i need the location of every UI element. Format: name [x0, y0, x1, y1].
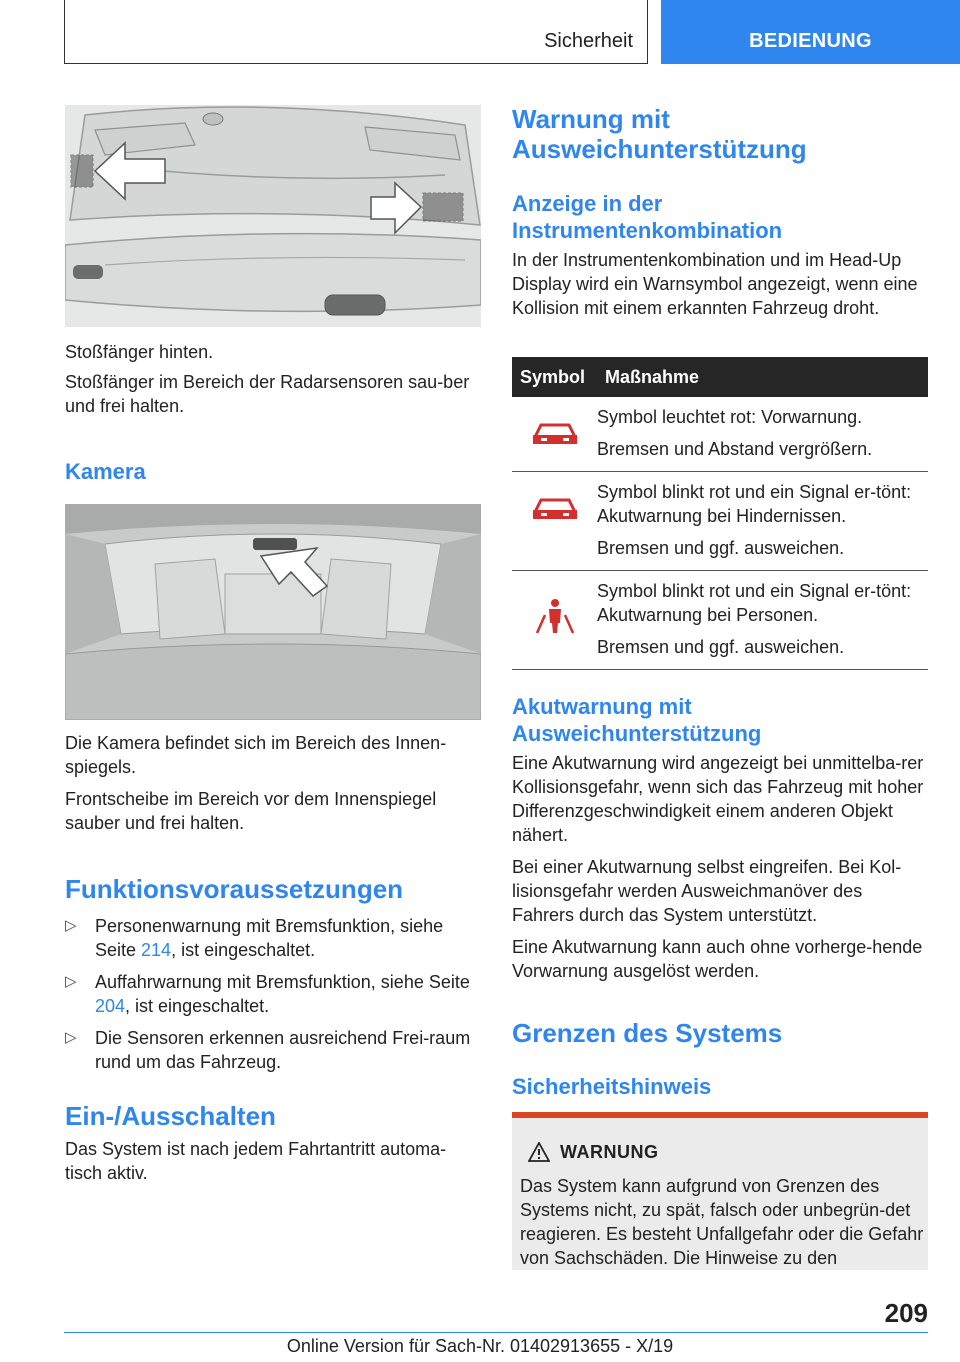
header-tab[interactable] [661, 0, 960, 64]
bumper-caption-detail: Stoßfänger im Bereich der Radarsensoren sau-ber und frei halten. [65, 372, 470, 416]
list-item: ▷ Personenwarnung mit Bremsfunktion, siehe Seite 214, ist eingeschaltet. [65, 916, 444, 960]
camera-interior-illustration [65, 504, 481, 720]
kamera-text-2: Frontscheibe im Bereich vor dem Innenspiegel sauber und frei halten. [65, 789, 437, 833]
list-item: ▷ Auffahrwarnung mit Bremsfunktion, siehe Seite 204, ist eingeschaltet. [65, 972, 470, 1016]
rear-bumper-illustration [65, 105, 481, 327]
ein-aus-text: Das System ist nach jedem Fahrtantritt automa-tisch aktiv. [65, 1139, 447, 1183]
bumper-caption: Stoßfänger hinten. [65, 342, 214, 362]
anzeige-text: In der Instrumentenkombination und im Head-Up Display wird ein Warnsymbol angezeigt, wenn eine Kollision mit einem erkannten Fahrzeug droht. [512, 250, 918, 318]
header-section-box [64, 0, 648, 64]
requirements-list [65, 914, 481, 1082]
akut-text-1: Eine Akutwarnung wird angezeigt bei unmittelba-rer Kollisionsgefahr, wenn sich das Fahrzeug mit hoher Differenzgeschwindigkeit einem anderen Objekt nähert. [512, 753, 924, 845]
akut-heading: Akutwarnung mit Ausweichunterstützung [512, 694, 762, 746]
triangle-bullet-icon: ▷ [65, 1029, 77, 1046]
anzeige-heading: Anzeige in der Instrumentenkombination [512, 191, 783, 243]
list-item: ▷ Die Sensoren erkennen ausreichend Frei-raum rund um das Fahrzeug. [65, 1028, 471, 1072]
grenzen-heading: Grenzen des Systems [512, 1018, 783, 1048]
kamera-heading: Kamera [65, 459, 146, 484]
akut-text-3: Eine Akutwarnung kann auch ohne vorherge-hende Vorwarnung ausgelöst werden. [512, 937, 923, 981]
footer-text: Online Version für Sach-Nr. 01402913655 - X/19 [286, 1336, 674, 1356]
page-number: 209 [884, 1298, 928, 1328]
rear-bumper-figure [65, 105, 481, 327]
funktion-heading: Funktionsvoraussetzungen [65, 874, 404, 904]
car-warning-icon [531, 494, 579, 524]
kamera-text-1: Die Kamera befindet sich im Bereich des Innen-spiegels. [65, 733, 447, 777]
sicherheitshinweis-heading: Sicherheitshinweis [512, 1074, 712, 1099]
page-link[interactable]: 214 [141, 940, 172, 960]
page-link[interactable]: 204 [95, 996, 126, 1016]
car-warning-icon [531, 419, 579, 449]
pedestrian-warning-icon [533, 593, 577, 637]
warnung-heading: Warnung mit Ausweichunterstützung [512, 104, 807, 164]
header-tab-label: BEDIENUNG [749, 30, 872, 52]
warning-title: WARNUNG [560, 1142, 659, 1162]
akut-text-2: Bei einer Akutwarnung selbst eingreifen. Bei Kol-lisionsgefahr werden Ausweichmanöver des Fahrers durch das System unterstützt. [512, 857, 902, 925]
triangle-bullet-icon: ▷ [65, 973, 77, 990]
warning-triangle-icon [528, 1142, 550, 1162]
table-row: Symbol blinkt rot und ein Signal er-tönt: Akutwarnung bei Personen. Bremsen und ggf. ausweichen. [512, 571, 928, 670]
table-header-massnahme: Maßnahme [597, 357, 928, 397]
warning-box [512, 1112, 928, 1270]
footer-divider [64, 1332, 928, 1333]
caption-block [65, 340, 481, 418]
symbol-table [512, 357, 928, 670]
header-section-title: Sicherheit [544, 30, 633, 52]
ein-aus-heading: Ein-/Ausschalten [65, 1101, 276, 1131]
table-header-symbol: Symbol [512, 357, 597, 397]
table-row: Symbol leuchtet rot: Vorwarnung. Bremsen und Abstand vergrößern. [512, 397, 928, 472]
table-row: Symbol blinkt rot und ein Signal er-tönt: Akutwarnung bei Hindernissen. Bremsen und ggf. ausweichen. [512, 472, 928, 571]
camera-figure [65, 504, 481, 720]
warning-text: Das System kann aufgrund von Grenzen des Systems nicht, zu spät, falsch oder unbegrün-det reagieren. Es besteht Unfallgefahr oder die Gefahr von Sachschäden. Die Hinweise zu den [520, 1176, 924, 1268]
triangle-bullet-icon: ▷ [65, 917, 77, 934]
